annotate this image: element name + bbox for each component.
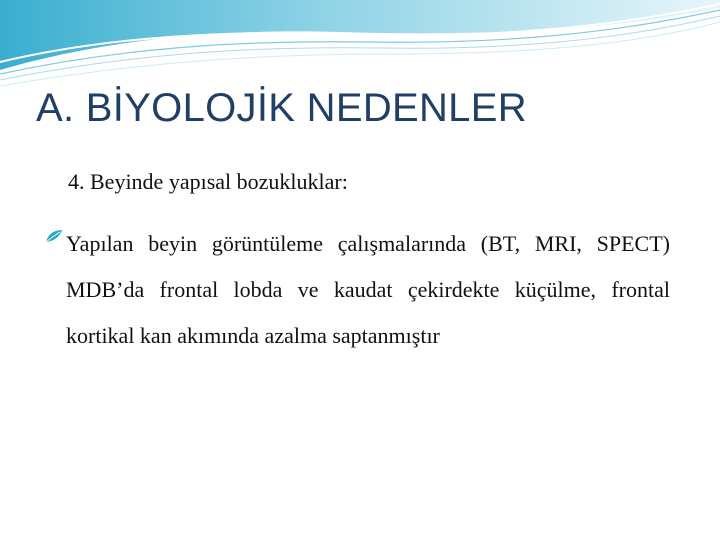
section-subheading: 4. Beyinde yapısal bozukluklar: (68, 169, 348, 194)
bullet-item (44, 221, 670, 359)
leaf-bullet-icon (44, 228, 64, 244)
header-wave-decoration (0, 0, 720, 90)
slide-title: A. BİYOLOJİK NEDENLER (36, 86, 527, 130)
bullet-text: Yapılan beyin görüntüleme çalışmalarında (BT, MRI, SPECT) MDB’da frontal lobda ve kaudat çekirdekte küçülme, frontal kortikal kan akımında azalma saptanmıştır (66, 231, 670, 348)
